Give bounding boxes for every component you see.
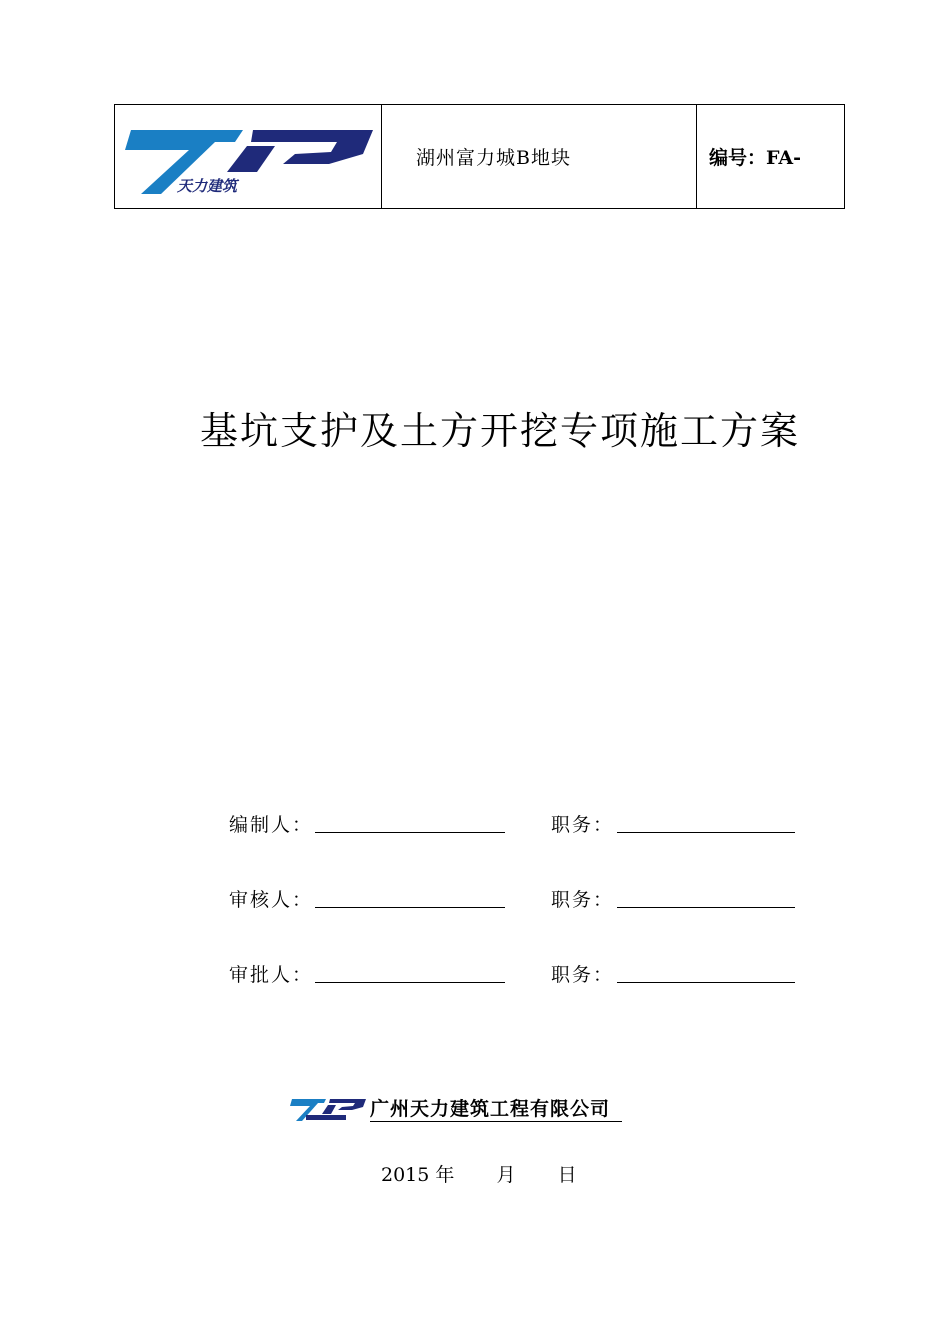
reviewer-position-label: 职务： (551, 889, 615, 911)
approver-signature-line[interactable] (315, 982, 505, 983)
project-name: 湖州富力城B地块 (382, 105, 697, 208)
company-logo-small (290, 1095, 366, 1123)
preparer-position-label: 职务： (551, 814, 615, 836)
preparer-position-line[interactable] (617, 832, 795, 833)
reviewer-label: 审核人： (229, 889, 314, 911)
reviewer-signature-line[interactable] (315, 907, 505, 908)
date-month: 月 (496, 1164, 516, 1186)
footer-company (290, 1094, 622, 1124)
preparer-label: 编制人： (229, 814, 314, 836)
date-year: 2015 年 (381, 1164, 455, 1186)
company-logo (123, 116, 373, 198)
signature-row-reviewer (229, 885, 809, 915)
document-title: 基坑支护及土方开挖专项施工方案 (200, 409, 801, 453)
header-logo-cell (115, 105, 382, 208)
approver-label: 审批人： (229, 964, 314, 986)
document-code: 编号：FA- (709, 147, 802, 169)
signature-row-approver (229, 960, 809, 990)
preparer-signature-line[interactable] (315, 832, 505, 833)
document-date (381, 1160, 577, 1187)
reviewer-position-line[interactable] (617, 907, 795, 908)
header-table (114, 104, 845, 209)
signature-row-preparer (229, 810, 809, 840)
approver-position-label: 职务： (551, 964, 615, 986)
company-name: 广州天力建筑工程有限公司 (370, 1097, 622, 1122)
logo-text: 天力建筑 (177, 176, 238, 195)
date-day: 日 (557, 1164, 577, 1186)
approver-position-line[interactable] (617, 982, 795, 983)
